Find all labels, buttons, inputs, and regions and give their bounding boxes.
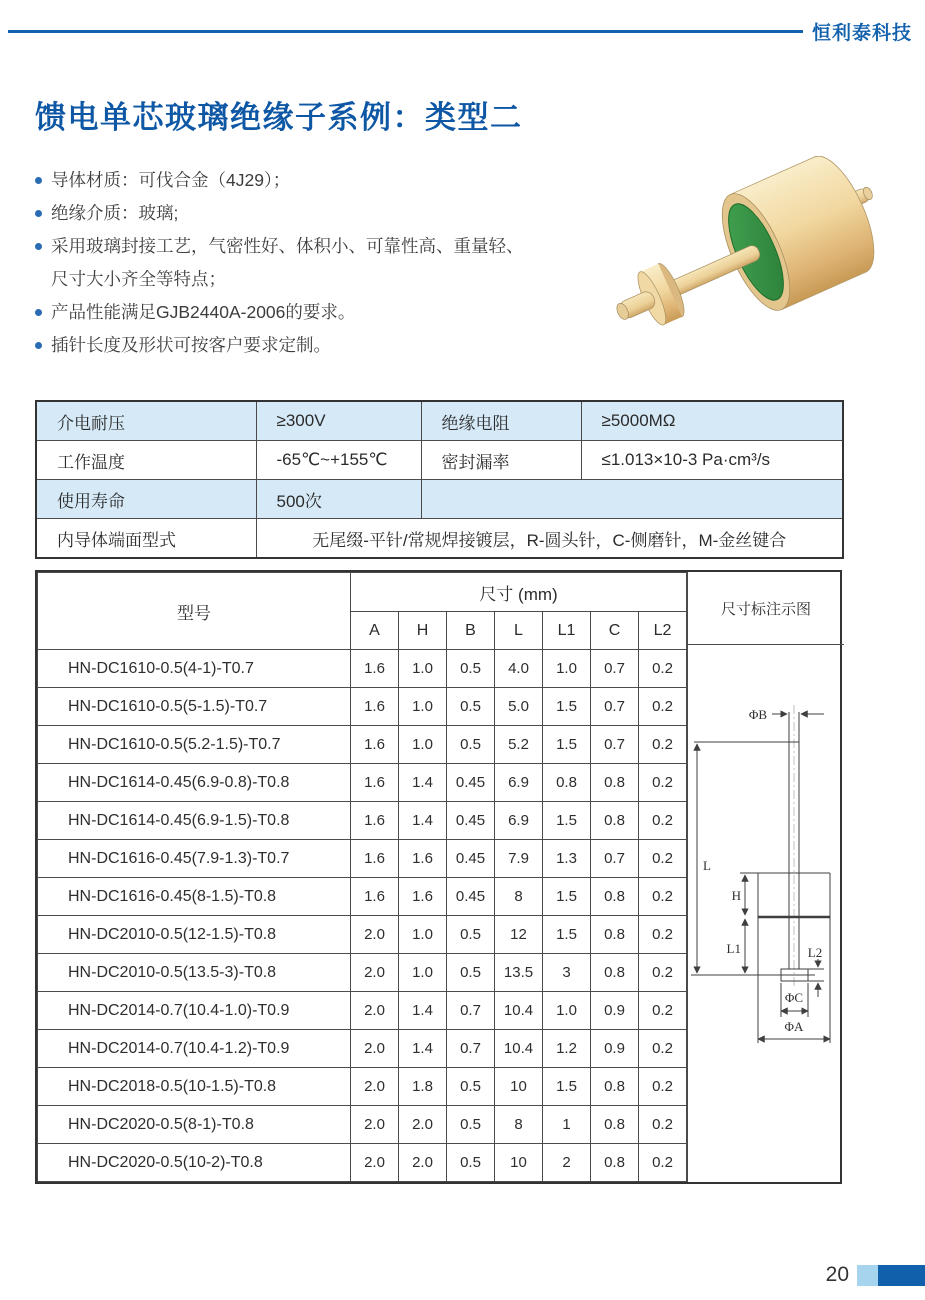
dims-group-header: 尺寸 (mm) xyxy=(351,573,687,612)
dim-cell: 1.0 xyxy=(543,992,591,1030)
dim-cell: 1.6 xyxy=(351,650,399,688)
table-row xyxy=(38,1030,687,1068)
dim-cell: 2.0 xyxy=(351,954,399,992)
dim-cell: 7.9 xyxy=(495,840,543,878)
dim-column-header: B xyxy=(447,612,495,650)
dim-cell: 1.0 xyxy=(399,954,447,992)
pin-tip xyxy=(614,289,657,321)
bullet-dot-icon xyxy=(35,210,42,217)
dim-cell: 0.5 xyxy=(447,726,495,764)
feature-list xyxy=(35,164,595,362)
dim-cell: 1.0 xyxy=(399,726,447,764)
dim-cell: 1.6 xyxy=(351,802,399,840)
dim-cell: 0.2 xyxy=(639,650,687,688)
dim-cell: 2.0 xyxy=(351,1030,399,1068)
dim-cell: 1.0 xyxy=(543,650,591,688)
table-row xyxy=(38,916,687,954)
dim-cell: 0.8 xyxy=(543,764,591,802)
spec-label: 工作温度 xyxy=(36,441,256,480)
page-title: 馈电单芯玻璃绝缘子系例：类型二 xyxy=(35,100,523,135)
dim-cell: 0.5 xyxy=(447,1106,495,1144)
dim-cell: 0.7 xyxy=(591,840,639,878)
spec-value: ≥300V xyxy=(256,401,421,441)
feature-item xyxy=(35,263,595,296)
feature-text: 产品性能满足GJB2440A-2006的要求。 xyxy=(51,302,356,322)
dim-cell: 2.0 xyxy=(399,1106,447,1144)
feature-text: 导体材质：可伐合金（4J29）； xyxy=(51,170,291,190)
dim-cell: 8 xyxy=(495,878,543,916)
dim-column-header: L xyxy=(495,612,543,650)
label-phiB: ΦB xyxy=(748,707,768,722)
dim-cell: 1 xyxy=(543,1106,591,1144)
table-row xyxy=(38,726,687,764)
dim-cell: 1.8 xyxy=(399,1068,447,1106)
dim-cell: 0.5 xyxy=(447,650,495,688)
label-L2: L2 xyxy=(807,945,823,960)
dimension-table-section xyxy=(35,570,842,1184)
label-H: H xyxy=(731,888,741,903)
table-row xyxy=(38,1106,687,1144)
feature-item xyxy=(35,230,595,263)
model-cell: HN-DC2010-0.5(12-1.5)-T0.8 xyxy=(38,916,351,954)
dim-cell: 2.0 xyxy=(351,1068,399,1106)
table-row xyxy=(38,954,687,992)
dim-cell: 0.7 xyxy=(591,650,639,688)
model-cell: HN-DC2020-0.5(10-2)-T0.8 xyxy=(38,1144,351,1182)
spec-label: 密封漏率 xyxy=(421,441,581,480)
dim-cell: 0.9 xyxy=(591,992,639,1030)
dim-cell: 13.5 xyxy=(495,954,543,992)
model-cell: HN-DC2018-0.5(10-1.5)-T0.8 xyxy=(38,1068,351,1106)
dim-cell: 5.0 xyxy=(495,688,543,726)
dim-cell: 0.7 xyxy=(447,992,495,1030)
dim-cell: 0.5 xyxy=(447,1144,495,1182)
dim-cell: 0.2 xyxy=(639,764,687,802)
brand-name: 恒利泰科技 xyxy=(811,23,912,44)
table-row xyxy=(38,802,687,840)
dim-cell: 1.4 xyxy=(399,992,447,1030)
footer-dark-bar xyxy=(878,1265,925,1286)
dim-cell: 10.4 xyxy=(495,1030,543,1068)
spec-table xyxy=(35,400,844,559)
spec-row xyxy=(36,441,843,480)
spec-value: -65℃~+155℃ xyxy=(256,441,421,480)
dimension-diagram xyxy=(688,645,844,1182)
dim-cell: 4.0 xyxy=(495,650,543,688)
feature-item xyxy=(35,164,595,197)
dim-cell: 6.9 xyxy=(495,764,543,802)
spec-row xyxy=(36,480,843,519)
page-footer xyxy=(826,1263,925,1287)
model-cell: HN-DC1616-0.45(7.9-1.3)-T0.7 xyxy=(38,840,351,878)
table-row xyxy=(38,878,687,916)
label-phiC: ΦC xyxy=(784,990,804,1005)
dim-cell: 2 xyxy=(543,1144,591,1182)
dim-cell: 1.4 xyxy=(399,1030,447,1068)
dim-cell: 1.5 xyxy=(543,726,591,764)
spec-label: 介电耐压 xyxy=(36,401,256,441)
dim-cell: 0.5 xyxy=(447,954,495,992)
dim-cell: 3 xyxy=(543,954,591,992)
page-number: 20 xyxy=(825,1263,849,1286)
model-cell: HN-DC1614-0.45(6.9-0.8)-T0.8 xyxy=(38,764,351,802)
dim-cell: 0.45 xyxy=(447,764,495,802)
dim-cell: 0.8 xyxy=(591,1144,639,1182)
bullet-dot-icon xyxy=(35,342,42,349)
model-cell: HN-DC1614-0.45(6.9-1.5)-T0.8 xyxy=(38,802,351,840)
dim-column-header: L1 xyxy=(543,612,591,650)
dim-cell: 10 xyxy=(495,1068,543,1106)
model-column-header: 型号 xyxy=(38,573,351,650)
model-cell: HN-DC1616-0.45(8-1.5)-T0.8 xyxy=(38,878,351,916)
dim-cell: 0.8 xyxy=(591,1106,639,1144)
product-photo xyxy=(588,156,888,366)
feature-item xyxy=(35,197,595,230)
dim-cell: 1.0 xyxy=(399,688,447,726)
table-row xyxy=(38,650,687,688)
dim-cell: 1.6 xyxy=(351,840,399,878)
table-row xyxy=(38,1068,687,1106)
label-L: L xyxy=(703,858,711,873)
spec-value: ≥5000MΩ xyxy=(581,401,843,441)
dim-cell: 1.6 xyxy=(351,726,399,764)
dim-cell: 0.8 xyxy=(591,764,639,802)
dim-cell: 2.0 xyxy=(351,992,399,1030)
dim-cell: 1.5 xyxy=(543,688,591,726)
table-row xyxy=(38,1144,687,1182)
dim-cell: 0.2 xyxy=(639,802,687,840)
table-row xyxy=(38,840,687,878)
dim-cell: 0.2 xyxy=(639,688,687,726)
dim-cell: 1.5 xyxy=(543,802,591,840)
dim-column-header: C xyxy=(591,612,639,650)
dim-cell: 0.8 xyxy=(591,802,639,840)
header-rule xyxy=(8,30,803,33)
model-cell: HN-DC1610-0.5(4-1)-T0.7 xyxy=(38,650,351,688)
dim-cell: 1.6 xyxy=(399,840,447,878)
dim-cell: 6.9 xyxy=(495,802,543,840)
dim-cell: 0.5 xyxy=(447,916,495,954)
dim-cell: 0.2 xyxy=(639,1068,687,1106)
dim-cell: 0.2 xyxy=(639,726,687,764)
spec-label: 内导体端面型式 xyxy=(36,519,256,559)
model-cell: HN-DC1610-0.5(5-1.5)-T0.7 xyxy=(38,688,351,726)
dim-cell: 0.2 xyxy=(639,916,687,954)
table-row xyxy=(38,764,687,802)
dim-cell: 0.9 xyxy=(591,1030,639,1068)
dim-cell: 1.4 xyxy=(399,764,447,802)
dim-cell: 0.45 xyxy=(447,878,495,916)
dim-cell: 0.8 xyxy=(591,1068,639,1106)
spec-value: ≤1.013×10-3 Pa·cm³/s xyxy=(581,441,843,480)
dim-cell: 0.45 xyxy=(447,840,495,878)
dim-cell: 2.0 xyxy=(399,1144,447,1182)
insulator-render xyxy=(588,156,888,366)
dim-cell: 1.5 xyxy=(543,878,591,916)
bullet-dot-icon xyxy=(35,177,42,184)
dim-cell: 5.2 xyxy=(495,726,543,764)
dim-cell: 0.2 xyxy=(639,954,687,992)
dim-cell: 0.2 xyxy=(639,840,687,878)
spec-value: 500次 xyxy=(256,480,421,519)
model-cell: HN-DC2014-0.7(10.4-1.2)-T0.9 xyxy=(38,1030,351,1068)
dim-cell: 0.7 xyxy=(591,726,639,764)
dimension-table xyxy=(37,572,687,1182)
dim-cell: 2.0 xyxy=(351,916,399,954)
dim-cell: 1.6 xyxy=(351,764,399,802)
dim-cell: 0.45 xyxy=(447,802,495,840)
dim-column-header: A xyxy=(351,612,399,650)
bullet-dot-icon xyxy=(35,309,42,316)
dim-cell: 0.5 xyxy=(447,688,495,726)
dim-cell: 1.5 xyxy=(543,1068,591,1106)
bullet-dot-icon xyxy=(35,243,42,250)
dim-column-header: H xyxy=(399,612,447,650)
spec-empty-cell xyxy=(421,480,843,519)
spec-label: 绝缘电阻 xyxy=(421,401,581,441)
dim-cell: 12 xyxy=(495,916,543,954)
dim-cell: 1.6 xyxy=(351,688,399,726)
dim-cell: 0.2 xyxy=(639,1144,687,1182)
dim-cell: 1.0 xyxy=(399,916,447,954)
diagram-column xyxy=(687,572,844,1182)
spec-label: 使用寿命 xyxy=(36,480,256,519)
dim-cell: 0.2 xyxy=(639,1106,687,1144)
dim-cell: 1.2 xyxy=(543,1030,591,1068)
dim-cell: 0.7 xyxy=(591,688,639,726)
spec-row xyxy=(36,519,843,559)
model-cell: HN-DC2020-0.5(8-1)-T0.8 xyxy=(38,1106,351,1144)
dim-cell: 0.2 xyxy=(639,992,687,1030)
dim-cell: 2.0 xyxy=(351,1106,399,1144)
dim-cell: 0.7 xyxy=(447,1030,495,1068)
label-L1: L1 xyxy=(726,941,741,956)
feature-text: 采用玻璃封接工艺，气密性好、体积小、可靠性高、重量轻、 xyxy=(51,236,524,256)
dim-cell: 10.4 xyxy=(495,992,543,1030)
footer-light-square xyxy=(857,1265,878,1286)
model-cell: HN-DC2010-0.5(13.5-3)-T0.8 xyxy=(38,954,351,992)
dim-cell: 0.8 xyxy=(591,954,639,992)
dim-cell: 0.8 xyxy=(591,878,639,916)
model-cell: HN-DC2014-0.7(10.4-1.0)-T0.9 xyxy=(38,992,351,1030)
label-phiA: ΦA xyxy=(784,1019,804,1034)
table-row xyxy=(38,688,687,726)
feature-item xyxy=(35,296,595,329)
spec-value: 无尾缀-平针/常规焊接镀层，R-圆头针，C-侧磨针，M-金丝键合 xyxy=(256,519,843,559)
dim-column-header: L2 xyxy=(639,612,687,650)
dim-cell: 1.0 xyxy=(399,650,447,688)
feature-item xyxy=(35,329,595,362)
dim-cell: 1.5 xyxy=(543,916,591,954)
feature-text: 尺寸大小齐全等特点； xyxy=(51,269,226,289)
page-header xyxy=(8,18,912,45)
feature-text: 绝缘介质：玻璃; xyxy=(51,203,179,223)
diagram-header: 尺寸标注示图 xyxy=(688,572,844,645)
dim-cell: 1.4 xyxy=(399,802,447,840)
dim-cell: 0.8 xyxy=(591,916,639,954)
dim-cell: 1.3 xyxy=(543,840,591,878)
feature-text: 插针长度及形状可按客户要求定制。 xyxy=(51,335,331,355)
dim-cell: 0.2 xyxy=(639,1030,687,1068)
dim-cell: 0.2 xyxy=(639,878,687,916)
model-cell: HN-DC1610-0.5(5.2-1.5)-T0.7 xyxy=(38,726,351,764)
dim-cell: 8 xyxy=(495,1106,543,1144)
dim-cell: 1.6 xyxy=(399,878,447,916)
dim-cell: 2.0 xyxy=(351,1144,399,1182)
spec-row xyxy=(36,401,843,441)
table-row xyxy=(38,992,687,1030)
dim-cell: 10 xyxy=(495,1144,543,1182)
dimension-drawing xyxy=(688,645,844,1149)
dim-cell: 0.5 xyxy=(447,1068,495,1106)
dim-cell: 1.6 xyxy=(351,878,399,916)
